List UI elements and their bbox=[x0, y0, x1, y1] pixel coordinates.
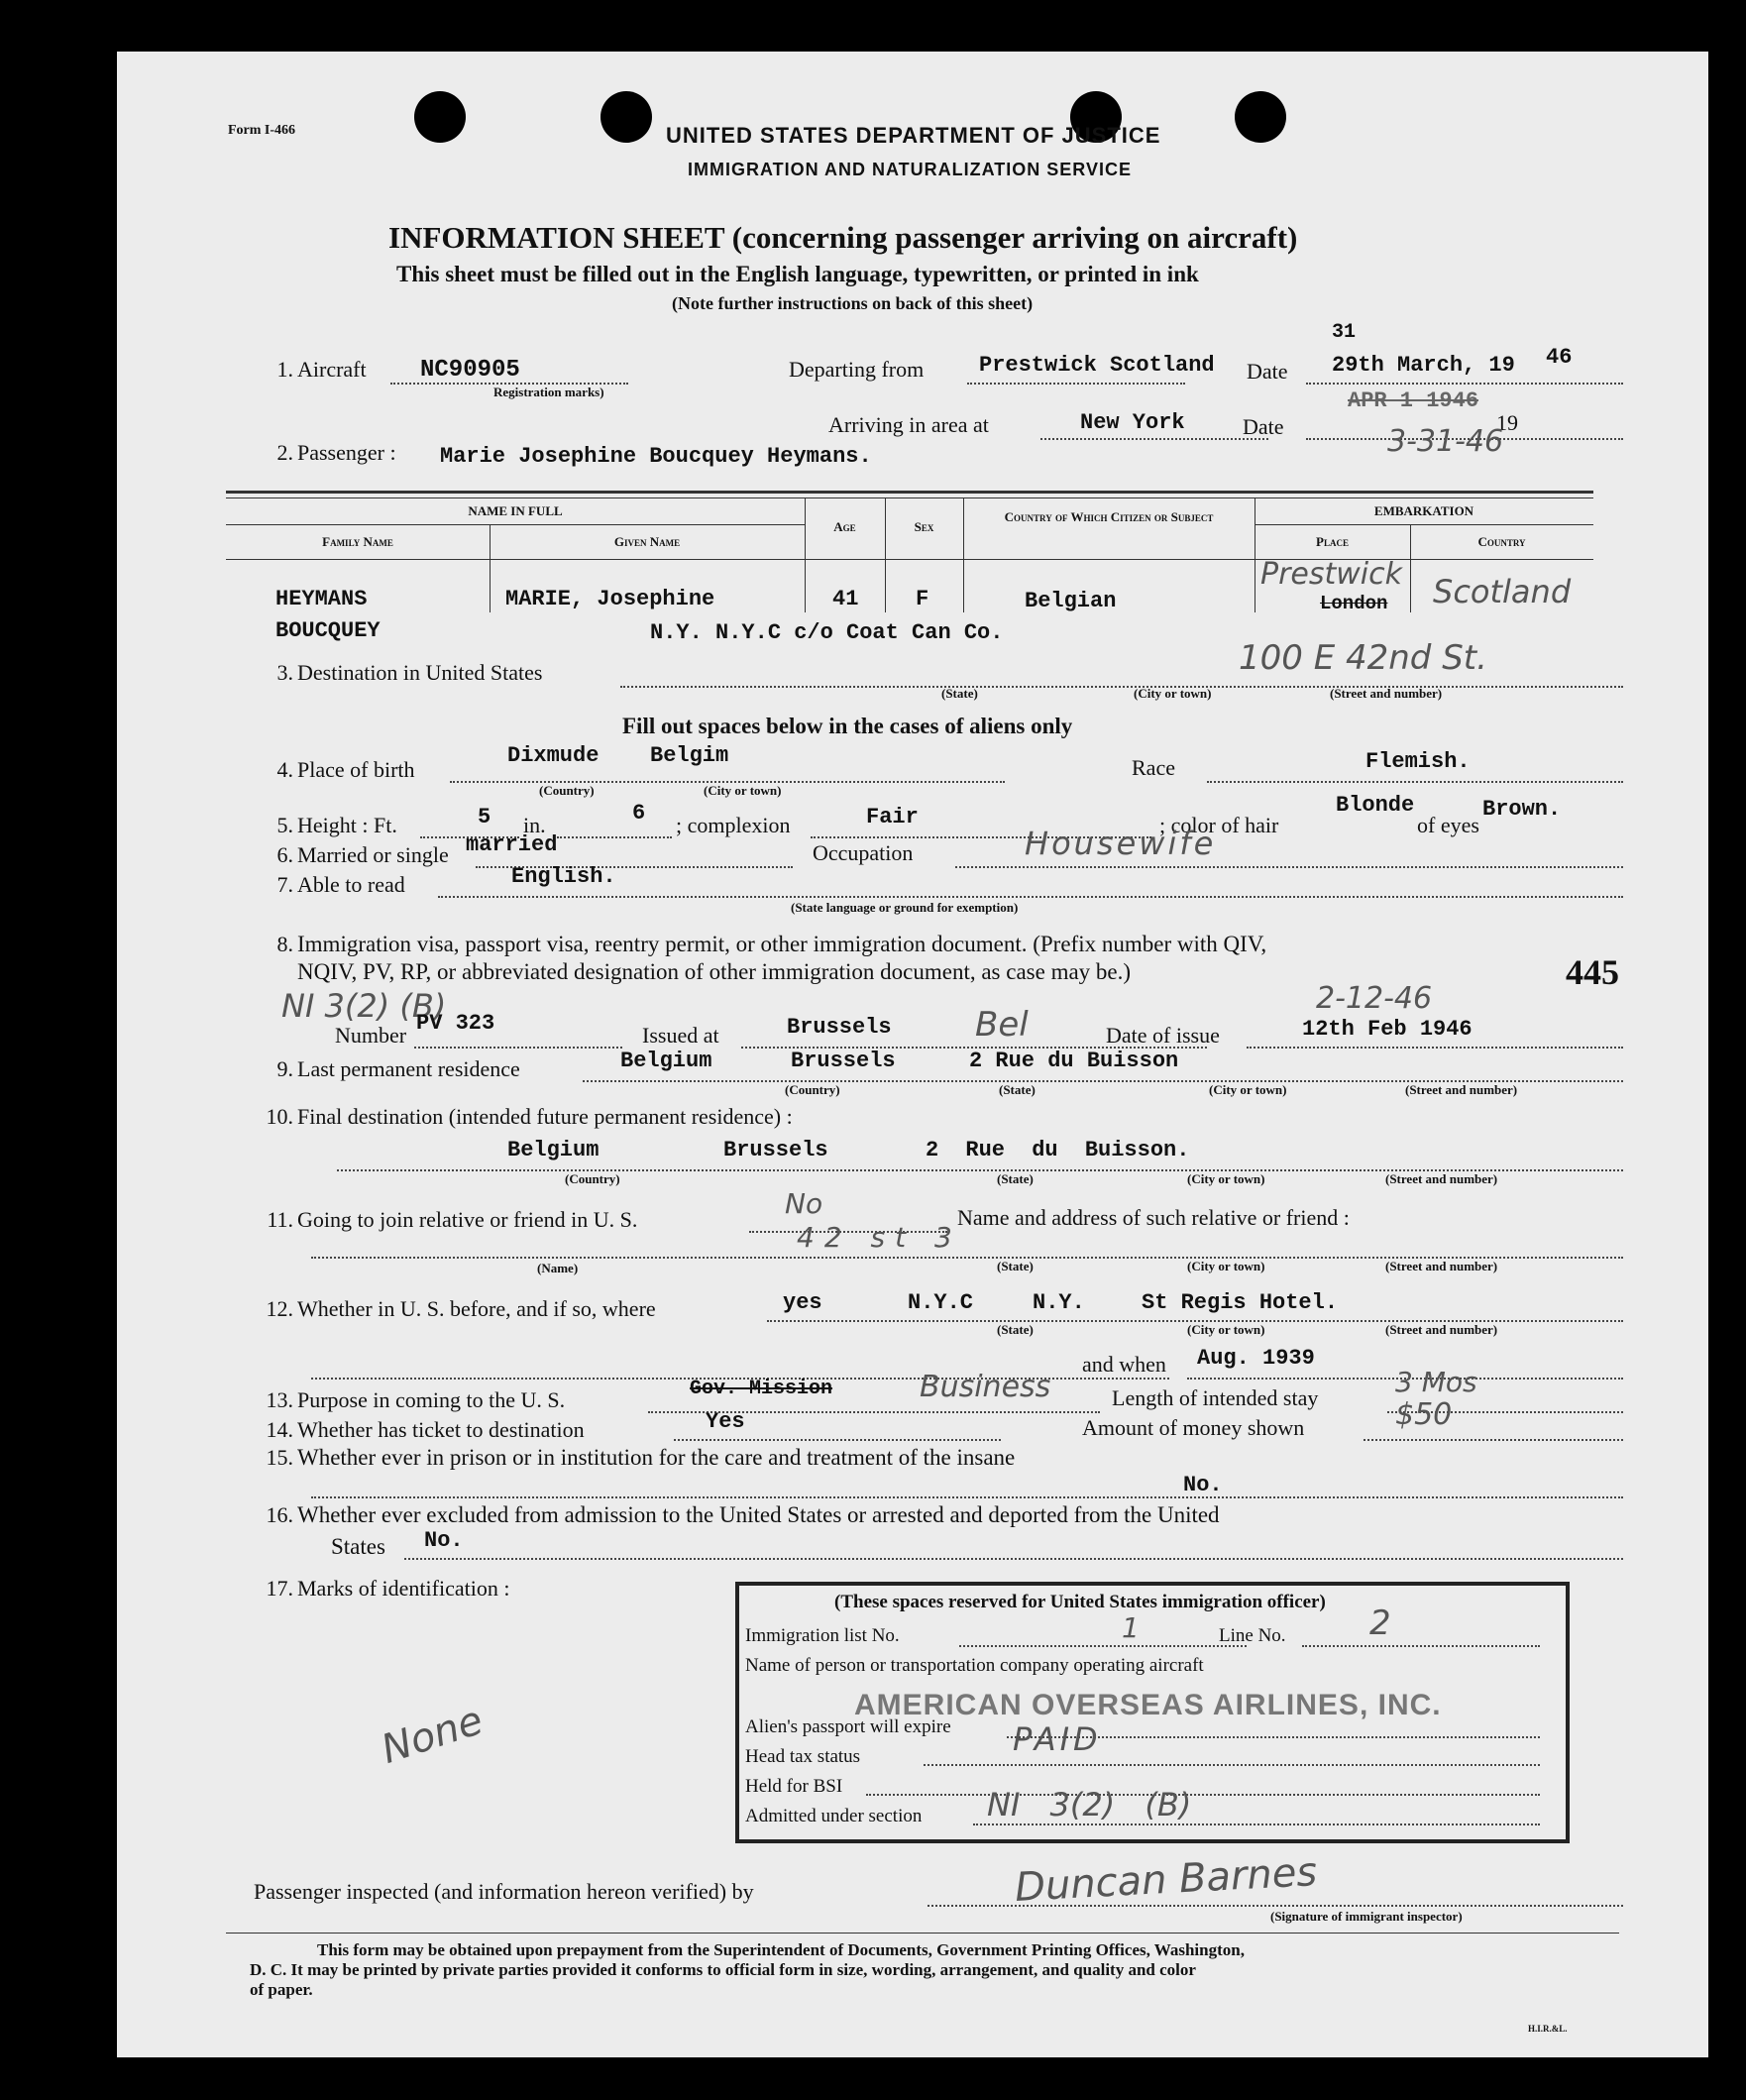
issued-at-handwritten: Bel bbox=[975, 1005, 1029, 1045]
marital-label: Married or single bbox=[297, 842, 449, 867]
marital-value: married bbox=[466, 832, 558, 857]
occupation-label: Occupation bbox=[813, 840, 914, 865]
form-title: INFORMATION SHEET (concerning passenger arriving on aircraft) bbox=[388, 220, 1298, 255]
sex-value: F bbox=[916, 587, 929, 611]
destination-street-handwritten: 100 E 42nd St. bbox=[1239, 638, 1487, 678]
caption-state: (State) bbox=[999, 1082, 1036, 1097]
immigration-list-handwritten: 1 bbox=[1122, 1611, 1140, 1644]
complexion-value: Fair bbox=[866, 805, 919, 829]
punch-hole bbox=[414, 91, 466, 143]
visa-number-value: PV 323 bbox=[416, 1011, 495, 1036]
inspector-signature: Duncan Barnes bbox=[1014, 1849, 1319, 1911]
visa-instructions-2: NQIV, PV, RP, or abbreviated designation of other immigration document, as case may be.) bbox=[297, 959, 1132, 984]
caption-city: (City or town) bbox=[704, 783, 782, 798]
stay-length-label: Length of intended stay bbox=[1112, 1385, 1319, 1410]
item-number: 17. bbox=[266, 1576, 293, 1601]
visa-number-label: Number bbox=[335, 1023, 407, 1048]
item-number: 6. bbox=[276, 842, 293, 867]
item-number: 1. bbox=[276, 357, 293, 382]
head-tax-handwritten: PAID bbox=[1013, 1720, 1102, 1758]
caption-street: (Street and number) bbox=[1385, 1259, 1498, 1273]
prison-answer: No. bbox=[1183, 1473, 1223, 1497]
head-tax-label: Head tax status bbox=[745, 1746, 861, 1767]
race-label: Race bbox=[1132, 755, 1175, 780]
aliens-heading: Fill out spaces below in the cases of aliens only bbox=[622, 714, 1073, 738]
date-value: 29th March, 19 bbox=[1332, 353, 1515, 378]
admitted-section-label: Admitted under section bbox=[745, 1806, 923, 1826]
immigration-list-label: Immigration list No. bbox=[745, 1625, 900, 1646]
prison-question-label: Whether ever in prison or in institution for the care and treatment of the insane bbox=[297, 1445, 1016, 1470]
occupation-handwritten: Housewife bbox=[1025, 825, 1217, 862]
item-number: 11. bbox=[267, 1207, 293, 1232]
eye-color-label: of eyes bbox=[1417, 813, 1479, 837]
caption-street: (Street and number) bbox=[1385, 1171, 1498, 1186]
birth-country-value: Dixmude bbox=[507, 743, 600, 768]
ticket-label: Whether has ticket to destination bbox=[297, 1417, 585, 1442]
prior-visit-label: Whether in U. S. before, and if so, where bbox=[297, 1296, 656, 1321]
caption-state: (State) bbox=[997, 1322, 1034, 1337]
purpose-label: Purpose in coming to the U. S. bbox=[297, 1387, 566, 1412]
birth-city-value: Belgim bbox=[650, 743, 729, 768]
item-number: 8. bbox=[276, 932, 293, 956]
footer-line-2: D. C. It may be printed by private parties provided it conforms to official form in size, wording, arrangement, and quality and color bbox=[250, 1960, 1196, 1979]
date2-label: Date bbox=[1243, 414, 1284, 439]
citizen-value: Belgian bbox=[1025, 589, 1117, 613]
final-destination-country: Belgium bbox=[507, 1138, 600, 1162]
departing-label: Departing from bbox=[789, 357, 925, 382]
operator-stamp: AMERICAN OVERSEAS AIRLINES, INC. bbox=[854, 1689, 1442, 1721]
hair-color-label: ; color of hair bbox=[1159, 813, 1279, 837]
operator-label: Name of person or transportation company operating aircraft bbox=[745, 1655, 1204, 1676]
height-in-value: 6 bbox=[632, 801, 646, 826]
height-ft-value: 5 bbox=[478, 805, 491, 829]
sex-header: Sex bbox=[914, 519, 934, 534]
final-destination-label: Final destination (intended future permanent residence) : bbox=[297, 1104, 793, 1129]
service-name: IMMIGRATION AND NATURALIZATION SERVICE bbox=[688, 160, 1132, 179]
departing-value: Prestwick Scotland bbox=[979, 353, 1215, 378]
passenger-value: Marie Josephine Boucquey Heymans. bbox=[440, 444, 872, 469]
item-number: 7. bbox=[276, 872, 293, 897]
item-number: 3. bbox=[276, 660, 293, 685]
family-name-value-2: BOUCQUEY bbox=[275, 618, 381, 643]
excluded-question-label-2: States bbox=[331, 1534, 385, 1559]
issue-date-handwritten: 2-12-46 bbox=[1316, 981, 1433, 1016]
age-header: Age bbox=[833, 519, 856, 534]
caption-state: (State) bbox=[997, 1171, 1034, 1186]
signature-caption: (Signature of immigrant inspector) bbox=[1270, 1909, 1463, 1924]
money-handwritten: $50 bbox=[1395, 1397, 1453, 1432]
destination-value: N.Y. N.Y.C c/o Coat Can Co. bbox=[650, 620, 1004, 645]
punch-hole bbox=[600, 91, 652, 143]
caption-city: (City or town) bbox=[1187, 1322, 1265, 1337]
caption-city: (City or town) bbox=[1187, 1259, 1265, 1273]
prior-visit-answer: yes bbox=[783, 1290, 822, 1315]
item-number: 13. bbox=[266, 1387, 293, 1412]
admitted-section-handwritten: NI 3(2) (B) bbox=[987, 1786, 1192, 1824]
item-number: 4. bbox=[276, 757, 293, 782]
item-number: 12. bbox=[266, 1296, 293, 1321]
aircraft-value: NC90905 bbox=[420, 357, 520, 384]
relative-question-label: Going to join relative or friend in U. S. bbox=[297, 1207, 638, 1232]
item-number: 9. bbox=[276, 1056, 293, 1081]
height-in-label: in. bbox=[523, 813, 546, 837]
eye-color-value: Brown. bbox=[1482, 797, 1562, 822]
last-residence-country: Belgium bbox=[620, 1049, 712, 1073]
caption-name: (Name) bbox=[537, 1261, 579, 1275]
footer-line-1: This form may be obtained upon prepayment from the Superintendent of Documents, Government Printing Offices, Washington, bbox=[317, 1940, 1245, 1959]
caption-street: (Street and number) bbox=[1405, 1082, 1518, 1097]
when-label: and when bbox=[1082, 1352, 1166, 1377]
date2-struck: APR 1 1946 bbox=[1348, 388, 1479, 413]
caption-city: (City or town) bbox=[1187, 1171, 1265, 1186]
prior-visit-state: N.Y. bbox=[1033, 1290, 1085, 1315]
issue-date-value: 12th Feb 1946 bbox=[1302, 1017, 1473, 1042]
caption-country: (Country) bbox=[565, 1171, 620, 1186]
destination-label: Destination in United States bbox=[297, 660, 543, 685]
date-label: Date bbox=[1247, 359, 1288, 384]
line-number-label: Line No. bbox=[1219, 1625, 1286, 1646]
identification-handwritten: None bbox=[376, 1698, 489, 1773]
final-destination-street: 2 Rue du Buisson. bbox=[926, 1138, 1190, 1162]
date2-printed: 19 bbox=[1496, 410, 1518, 435]
margin-number: 445 bbox=[1566, 952, 1619, 992]
prior-visit-street: St Regis Hotel. bbox=[1142, 1290, 1339, 1315]
date-correction: 31 bbox=[1332, 321, 1357, 344]
complexion-label: ; complexion bbox=[676, 813, 791, 837]
family-name-value: HEYMANS bbox=[275, 587, 368, 611]
inspection-label: Passenger inspected (and information hereon verified) by bbox=[254, 1879, 754, 1904]
item-number: 2. bbox=[276, 440, 293, 465]
birthplace-label: Place of birth bbox=[297, 757, 415, 782]
last-residence-city: Brussels bbox=[791, 1049, 896, 1073]
relative-address-handwritten: 42 st 3 bbox=[797, 1221, 962, 1254]
form-id: Form I-466 bbox=[228, 123, 296, 138]
aircraft-label: Aircraft bbox=[297, 357, 367, 382]
caption-state: (State) bbox=[997, 1259, 1034, 1273]
place-header: Place bbox=[1316, 534, 1349, 549]
embark-place-struck: London bbox=[1320, 593, 1388, 614]
relative-answer-handwritten: No bbox=[785, 1187, 823, 1220]
purpose-handwritten: Business bbox=[920, 1370, 1051, 1404]
given-name-header: Given Name bbox=[613, 534, 681, 549]
printer-mark: H.I.R.&L. bbox=[1528, 2024, 1568, 2034]
excluded-answer: No. bbox=[424, 1528, 464, 1553]
read-label: Able to read bbox=[297, 872, 405, 897]
last-residence-label: Last permanent residence bbox=[297, 1056, 520, 1081]
ticket-value: Yes bbox=[706, 1409, 745, 1434]
issue-date-label: Date of issue bbox=[1106, 1023, 1220, 1048]
race-value: Flemish. bbox=[1365, 749, 1471, 774]
stay-length-handwritten: 3 Mos bbox=[1395, 1366, 1477, 1398]
item-number: 5. bbox=[276, 813, 293, 837]
read-value: English. bbox=[511, 864, 616, 889]
form-sheet bbox=[117, 52, 1708, 2057]
visa-instructions-1: Immigration visa, passport visa, reentry permit, or other immigration document. (Prefix number with QIV, bbox=[297, 932, 1267, 956]
footer-line-3: of paper. bbox=[250, 1980, 313, 1999]
hair-color-value: Blonde bbox=[1336, 793, 1415, 818]
line-number-handwritten: 2 bbox=[1369, 1603, 1391, 1643]
embark-country-handwritten: Scotland bbox=[1433, 573, 1572, 610]
country-citizen-header: Country of Which Citizen or Subject bbox=[1004, 509, 1214, 524]
caption-city: (City or town) bbox=[1209, 1082, 1287, 1097]
punch-hole bbox=[1235, 91, 1286, 143]
arriving-label: Arriving in area at bbox=[828, 412, 989, 437]
relative-name-label: Name and address of such relative or friend : bbox=[957, 1205, 1350, 1230]
identification-label: Marks of identification : bbox=[297, 1576, 510, 1601]
caption-country: (Country) bbox=[539, 783, 595, 798]
date-year: 46 bbox=[1546, 345, 1573, 370]
embark-place-handwritten: Prestwick bbox=[1260, 557, 1403, 592]
visa-class-handwritten: NI 3(2) (B) bbox=[281, 987, 447, 1025]
excluded-question-label: Whether ever excluded from admission to the United States or arrested and deported from the United bbox=[297, 1502, 1220, 1527]
passport-expiry-label: Alien's passport will expire bbox=[745, 1716, 951, 1737]
age-value: 41 bbox=[832, 587, 859, 611]
height-label: Height : Ft. bbox=[297, 813, 397, 837]
officer-box-heading: (These spaces reserved for United States immigration officer) bbox=[834, 1592, 1326, 1612]
caption-street: (Street and number) bbox=[1330, 686, 1443, 701]
bsi-label: Held for BSI bbox=[745, 1776, 843, 1797]
family-name-header: Family Name bbox=[322, 534, 393, 549]
caption-state: (State) bbox=[941, 686, 978, 701]
item-number: 14. bbox=[266, 1417, 293, 1442]
purpose-struck: Gov. Mission bbox=[690, 1378, 833, 1400]
name-in-full-header: NAME IN FULL bbox=[468, 503, 563, 518]
registration-caption: Registration marks) bbox=[493, 385, 604, 399]
read-caption: (State language or ground for exemption) bbox=[791, 900, 1019, 915]
passenger-label: Passenger : bbox=[297, 440, 396, 465]
caption-country: (Country) bbox=[785, 1082, 840, 1097]
department-name: UNITED STATES DEPARTMENT OF JUSTICE bbox=[666, 123, 1161, 148]
when-value: Aug. 1939 bbox=[1197, 1346, 1315, 1371]
money-label: Amount of money shown bbox=[1082, 1415, 1305, 1440]
item-number: 16. bbox=[266, 1502, 293, 1527]
form-subtitle: This sheet must be filled out in the English language, typewritten, or printed in ink bbox=[396, 262, 1199, 286]
final-destination-city: Brussels bbox=[723, 1138, 828, 1162]
date2-handwritten: 3-31-46 bbox=[1387, 424, 1504, 459]
arriving-value: New York bbox=[1080, 410, 1185, 435]
country-header: Country bbox=[1477, 534, 1526, 549]
embarkation-header: EMBARKATION bbox=[1373, 503, 1474, 518]
caption-street: (Street and number) bbox=[1385, 1322, 1498, 1337]
given-name-value: MARIE, Josephine bbox=[505, 587, 715, 611]
issued-at-label: Issued at bbox=[642, 1023, 719, 1048]
last-residence-street: 2 Rue du Buisson bbox=[969, 1049, 1179, 1073]
caption-city: (City or town) bbox=[1134, 686, 1212, 701]
item-number: 10. bbox=[266, 1104, 293, 1129]
form-note: (Note further instructions on back of this sheet) bbox=[672, 293, 1034, 313]
issued-at-value: Brussels bbox=[787, 1015, 892, 1040]
prior-visit-city: N.Y.C bbox=[908, 1290, 974, 1315]
item-number: 15. bbox=[266, 1445, 293, 1470]
